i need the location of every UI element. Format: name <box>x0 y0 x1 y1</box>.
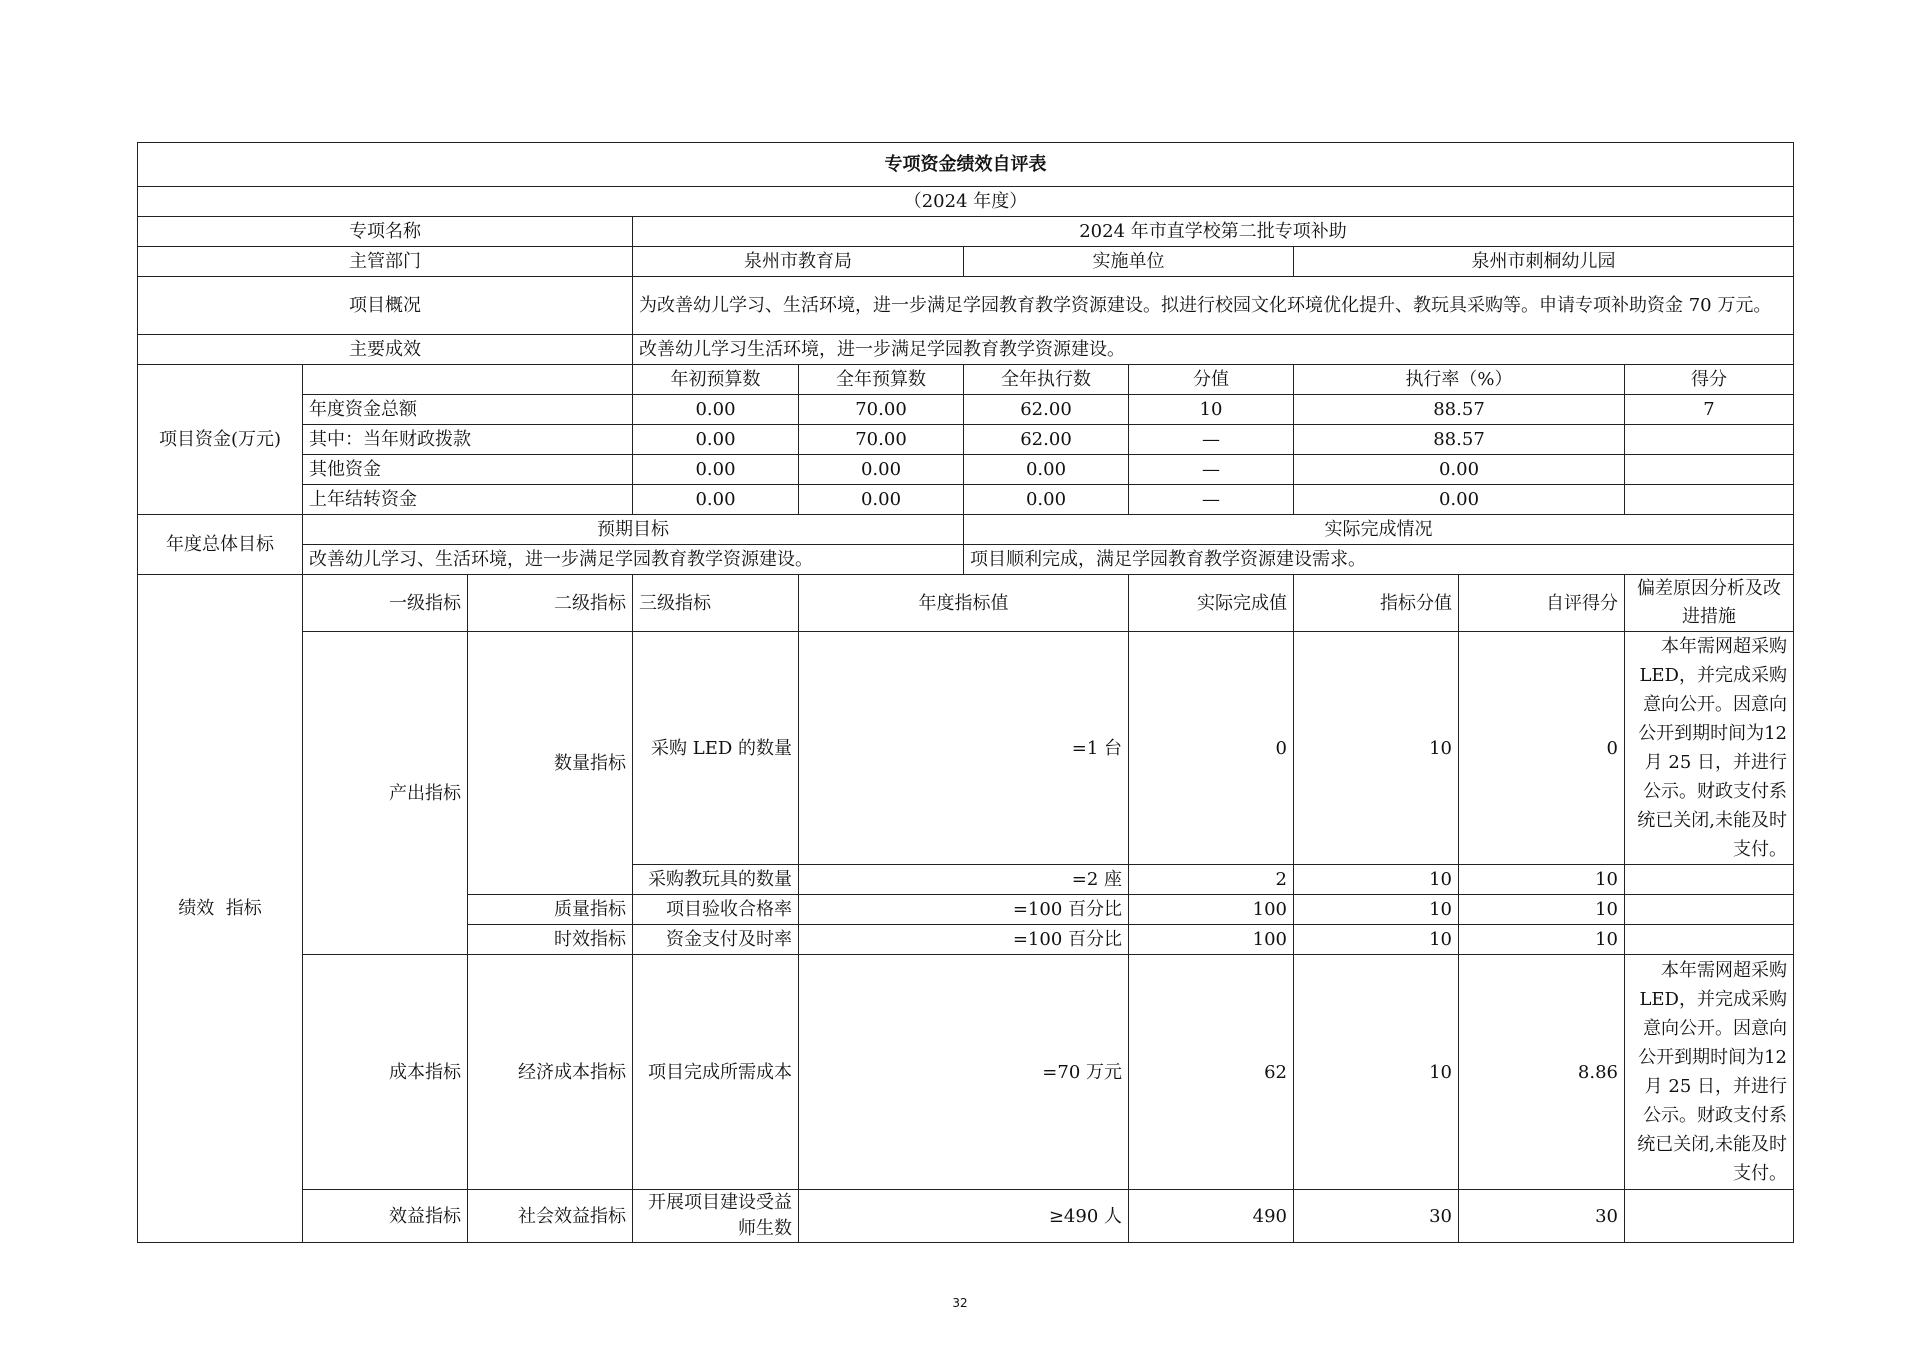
perf-score: 10 <box>1459 865 1625 895</box>
perf-target: =1 台 <box>799 632 1129 865</box>
year-label: （2024 年度） <box>138 187 1794 217</box>
perf-header: 二级指标 <box>468 575 633 632</box>
perf-remark <box>1625 895 1794 925</box>
funds-cell: 0.00 <box>1294 455 1625 485</box>
perf-actual: 0 <box>1129 632 1294 865</box>
perf-l3: 资金支付及时率 <box>633 925 799 955</box>
perf-target: =100 百分比 <box>799 925 1129 955</box>
funds-row-name: 其中：当年财政拨款 <box>303 425 633 455</box>
funds-cell: 62.00 <box>964 395 1129 425</box>
perf-l1: 产出指标 <box>303 632 468 955</box>
achievement-label: 主要成效 <box>138 335 633 365</box>
funds-cell: 0.00 <box>1294 485 1625 515</box>
perf-remark: 本年需网超采购LED，并完成采购意向公开。因意向公开到期时间为12 月 25 日，并进行公示。财政支付系统已关闭,未能及时支付。 <box>1625 955 1794 1190</box>
perf-l1: 效益指标 <box>303 1190 468 1243</box>
funds-cell: 7 <box>1625 395 1794 425</box>
funds-header: 得分 <box>1625 365 1794 395</box>
funds-row <box>138 485 1794 515</box>
perf-l1: 成本指标 <box>303 955 468 1190</box>
perf-l3: 项目完成所需成本 <box>633 955 799 1190</box>
funds-cell: 62.00 <box>964 425 1129 455</box>
goal-actual-value: 项目顺利完成，满足学园教育教学资源建设需求。 <box>964 545 1794 575</box>
perf-label: 绩效 指标 <box>138 575 303 1243</box>
perf-weight: 30 <box>1294 1190 1459 1243</box>
funds-cell: 0.00 <box>799 455 964 485</box>
perf-remark: 本年需网超采购LED，并完成采购意向公开。因意向公开到期时间为12 月 25 日，并进行公示。财政支付系统已关闭,未能及时支付。 <box>1625 632 1794 865</box>
project-name-value: 2024 年市直学校第二批专项补助 <box>633 217 1794 247</box>
perf-target: =70 万元 <box>799 955 1129 1190</box>
perf-header: 一级指标 <box>303 575 468 632</box>
unit-value: 泉州市刺桐幼儿园 <box>1294 247 1794 277</box>
perf-remark <box>1625 865 1794 895</box>
perf-header: 年度指标值 <box>799 575 1129 632</box>
perf-weight: 10 <box>1294 865 1459 895</box>
perf-actual: 100 <box>1129 925 1294 955</box>
perf-weight: 10 <box>1294 895 1459 925</box>
funds-cell: — <box>1129 485 1294 515</box>
funds-cell <box>1625 455 1794 485</box>
project-name-label: 专项名称 <box>138 217 633 247</box>
perf-remark <box>1625 1190 1794 1243</box>
overview-label: 项目概况 <box>138 277 633 335</box>
perf-row <box>138 632 1794 865</box>
funds-header: 执行率（%） <box>1294 365 1625 395</box>
goal-actual-label: 实际完成情况 <box>964 515 1794 545</box>
goal-expected-value: 改善幼儿学习、生活环境，进一步满足学园教育教学资源建设。 <box>303 545 964 575</box>
funds-cell: 70.00 <box>799 395 964 425</box>
funds-label: 项目资金(万元) <box>138 365 303 515</box>
perf-actual: 62 <box>1129 955 1294 1190</box>
overview-value: 为改善幼儿学习、生活环境，进一步满足学园教育教学资源建设。拟进行校园文化环境优化提升、教玩具采购等。申请专项补助资金 70 万元。 <box>633 277 1794 335</box>
evaluation-sheet <box>137 142 1793 1243</box>
achievement-value: 改善幼儿学习生活环境，进一步满足学园教育教学资源建设。 <box>633 335 1794 365</box>
funds-row <box>138 455 1794 485</box>
funds-cell: 10 <box>1129 395 1294 425</box>
funds-cell: 0.00 <box>633 485 799 515</box>
funds-cell: — <box>1129 455 1294 485</box>
perf-actual: 100 <box>1129 895 1294 925</box>
perf-l2: 社会效益指标 <box>468 1190 633 1243</box>
perf-weight: 10 <box>1294 632 1459 865</box>
perf-score: 10 <box>1459 895 1625 925</box>
perf-score: 10 <box>1459 925 1625 955</box>
unit-label: 实施单位 <box>964 247 1294 277</box>
goal-label: 年度总体目标 <box>138 515 303 575</box>
goal-expected-label: 预期目标 <box>303 515 964 545</box>
funds-row <box>138 425 1794 455</box>
funds-row <box>138 395 1794 425</box>
perf-l2: 数量指标 <box>468 632 633 895</box>
funds-cell: 0.00 <box>964 455 1129 485</box>
perf-l3: 开展项目建设受益师生数 <box>633 1190 799 1243</box>
perf-actual: 2 <box>1129 865 1294 895</box>
funds-header: 全年执行数 <box>964 365 1129 395</box>
funds-header: 分值 <box>1129 365 1294 395</box>
perf-remark <box>1625 925 1794 955</box>
funds-cell: — <box>1129 425 1294 455</box>
funds-row-name: 上年结转资金 <box>303 485 633 515</box>
evaluation-table <box>137 142 1794 1243</box>
funds-row-name: 年度资金总额 <box>303 395 633 425</box>
page-number: 32 <box>952 1296 968 1310</box>
perf-header: 偏差原因分析及改进措施 <box>1625 575 1794 632</box>
perf-l3: 采购 LED 的数量 <box>633 632 799 865</box>
funds-header: 年初预算数 <box>633 365 799 395</box>
perf-row <box>138 955 1794 1190</box>
perf-weight: 10 <box>1294 955 1459 1190</box>
funds-cell: 0.00 <box>799 485 964 515</box>
perf-score: 8.86 <box>1459 955 1625 1190</box>
perf-target: ≥490 人 <box>799 1190 1129 1243</box>
funds-cell: 88.57 <box>1294 425 1625 455</box>
funds-header: 全年预算数 <box>799 365 964 395</box>
perf-l3: 采购教玩具的数量 <box>633 865 799 895</box>
funds-row-name: 其他资金 <box>303 455 633 485</box>
perf-target: =100 百分比 <box>799 895 1129 925</box>
perf-row <box>138 1190 1794 1243</box>
perf-header: 指标分值 <box>1294 575 1459 632</box>
dept-label: 主管部门 <box>138 247 633 277</box>
funds-cell: 0.00 <box>633 425 799 455</box>
page-title: 专项资金绩效自评表 <box>138 143 1794 187</box>
funds-cell <box>1625 485 1794 515</box>
perf-header: 实际完成值 <box>1129 575 1294 632</box>
dept-value: 泉州市教育局 <box>633 247 964 277</box>
perf-l3: 项目验收合格率 <box>633 895 799 925</box>
funds-cell: 70.00 <box>799 425 964 455</box>
perf-score: 30 <box>1459 1190 1625 1243</box>
perf-header: 三级指标 <box>633 575 799 632</box>
perf-weight: 10 <box>1294 925 1459 955</box>
funds-header-blank <box>303 365 633 395</box>
perf-actual: 490 <box>1129 1190 1294 1243</box>
funds-cell: 0.00 <box>633 455 799 485</box>
funds-cell: 0.00 <box>964 485 1129 515</box>
perf-target: =2 座 <box>799 865 1129 895</box>
perf-l2: 时效指标 <box>468 925 633 955</box>
perf-score: 0 <box>1459 632 1625 865</box>
funds-cell: 0.00 <box>633 395 799 425</box>
funds-cell: 88.57 <box>1294 395 1625 425</box>
perf-l2: 经济成本指标 <box>468 955 633 1190</box>
perf-l2: 质量指标 <box>468 895 633 925</box>
perf-header: 自评得分 <box>1459 575 1625 632</box>
funds-cell <box>1625 425 1794 455</box>
